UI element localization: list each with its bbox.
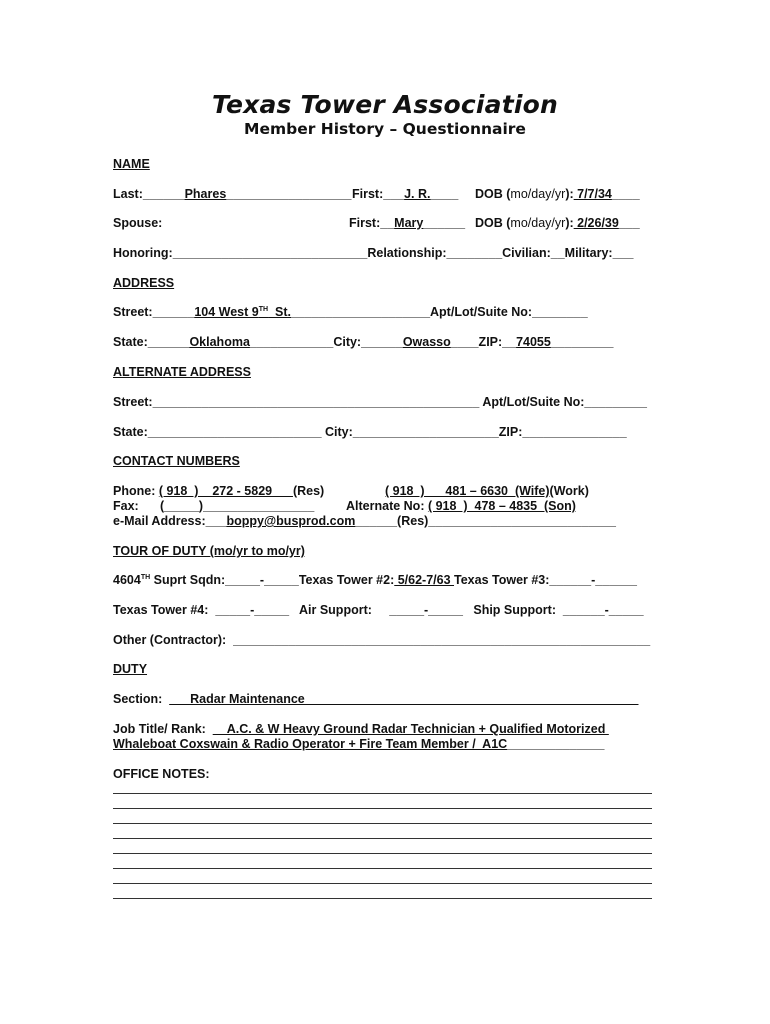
address-heading: ADDRESS [113,276,175,290]
alt-street-line[interactable]: Street:_______________________________________________ Apt/Lot/Suite No:_________ [113,395,647,409]
spouse-dob-value: 2/26/39 [573,216,619,230]
alt-state-line[interactable]: State:_________________________ City:_____________________ZIP:_______________ [113,425,627,439]
section-value: ___Radar Maintenance________________________________________________ [169,692,639,706]
office-notes-line[interactable] [113,898,652,899]
fax-label: Fax: [113,499,139,513]
section-field[interactable]: Section: ___Radar Maintenance________________________________________________ [113,692,639,706]
dob-field[interactable]: DOB (mo/day/yr): 7/7/34____ [475,187,640,201]
office-notes-line[interactable] [113,793,652,794]
spouse-first-name-value: Mary [394,216,424,230]
document-subtitle: Member History – Questionnaire [244,120,526,138]
phone-field[interactable]: Phone: ( 918 ) 272 - 5829 (Res) [113,484,325,498]
office-notes-line[interactable] [113,838,652,839]
office-notes-line[interactable] [113,868,652,869]
office-notes-line[interactable] [113,853,652,854]
phone-work-value: ( 918 ) 481 – 6630 (Wife) [385,484,550,498]
email-value: boppy@busprod.com [226,514,356,528]
street-field[interactable]: Street:______104 West 9TH St.____________________Apt/Lot/Suite No:________ [113,305,588,319]
tour-heading: TOUR OF DUTY (mo/yr to mo/yr) [113,544,305,558]
email-field[interactable]: e-Mail Address:___boppy@busprod.com______(Res)___________________________ [113,514,617,528]
fax-field[interactable]: (_____)________________ [160,499,315,513]
street-value: 104 West 9TH St. [194,305,291,319]
job-title-field[interactable]: Job Title/ Rank: __A.C. & W Heavy Ground Radar Technician + Qualified Motorized [113,722,609,736]
honoring-line[interactable]: Honoring:____________________________Relationship:________Civilian:__Military:___ [113,246,634,260]
document-title: Texas Tower Association [211,90,559,119]
name-heading: NAME [113,157,150,171]
contact-heading: CONTACT NUMBERS [113,454,240,468]
tour-line-3[interactable]: Other (Contractor): ____________________________________________________________ [113,633,651,647]
office-notes-line[interactable] [113,808,652,809]
state-value: Oklahoma [189,335,250,349]
office-notes-label: OFFICE NOTES: [113,767,210,781]
first-name-value: J. R. [404,187,431,201]
spouse-dob-field[interactable]: DOB (mo/day/yr): 2/26/39___ [475,216,640,230]
first-name-field[interactable]: First:___J. R.____ [352,187,459,201]
job-title-value: __A.C. & W Heavy Ground Radar Technician + Qualified Motorized [212,722,609,736]
office-notes-line[interactable] [113,883,652,884]
state-city-zip-field[interactable]: State:______Oklahoma____________City:______Owasso____ZIP:__74055_________ [113,335,614,349]
tour-line-2[interactable]: Texas Tower #4: _____-_____ Air Support: _____-_____ Ship Support: ______-_____ [113,603,644,617]
duty-heading: DUTY [113,662,148,676]
job-title-value-cont: Whaleboat Coxswain & Radio Operator + Fire Team Member / A1C [113,737,508,751]
zip-value: 74055 [516,335,551,349]
last-name-value: Phares [184,187,227,201]
spouse-first-name-field[interactable]: First:__Mary______ [349,216,466,230]
last-name-field[interactable]: Last:______Phares__________________ [113,187,352,201]
texas-tower-2-value: 5/62-7/63 [394,573,455,587]
dob-value: 7/7/34 [573,187,612,201]
city-value: Owasso [402,335,451,349]
alternate-address-heading: ALTERNATE ADDRESS [113,365,251,379]
job-title-field-cont[interactable]: Whaleboat Coxswain & Radio Operator + Fire Team Member / A1C______________ [113,737,605,751]
tour-line-1[interactable]: 4604TH Suprt Sqdn:_____-_____Texas Tower #2: 5/62-7/63 Texas Tower #3:______-______ [113,573,638,587]
office-notes-line[interactable] [113,823,652,824]
phone-work-field[interactable]: ( 918 ) 481 – 6630 (Wife)(Work) [385,484,589,498]
alternate-number-value: ( 918 ) 478 – 4835 (Son) [427,499,576,513]
alternate-number-field[interactable]: Alternate No: ( 918 ) 478 – 4835 (Son) [346,499,576,513]
spouse-label: Spouse: [113,216,163,230]
phone-res-value: ( 918 ) 272 - 5829 [158,484,293,498]
